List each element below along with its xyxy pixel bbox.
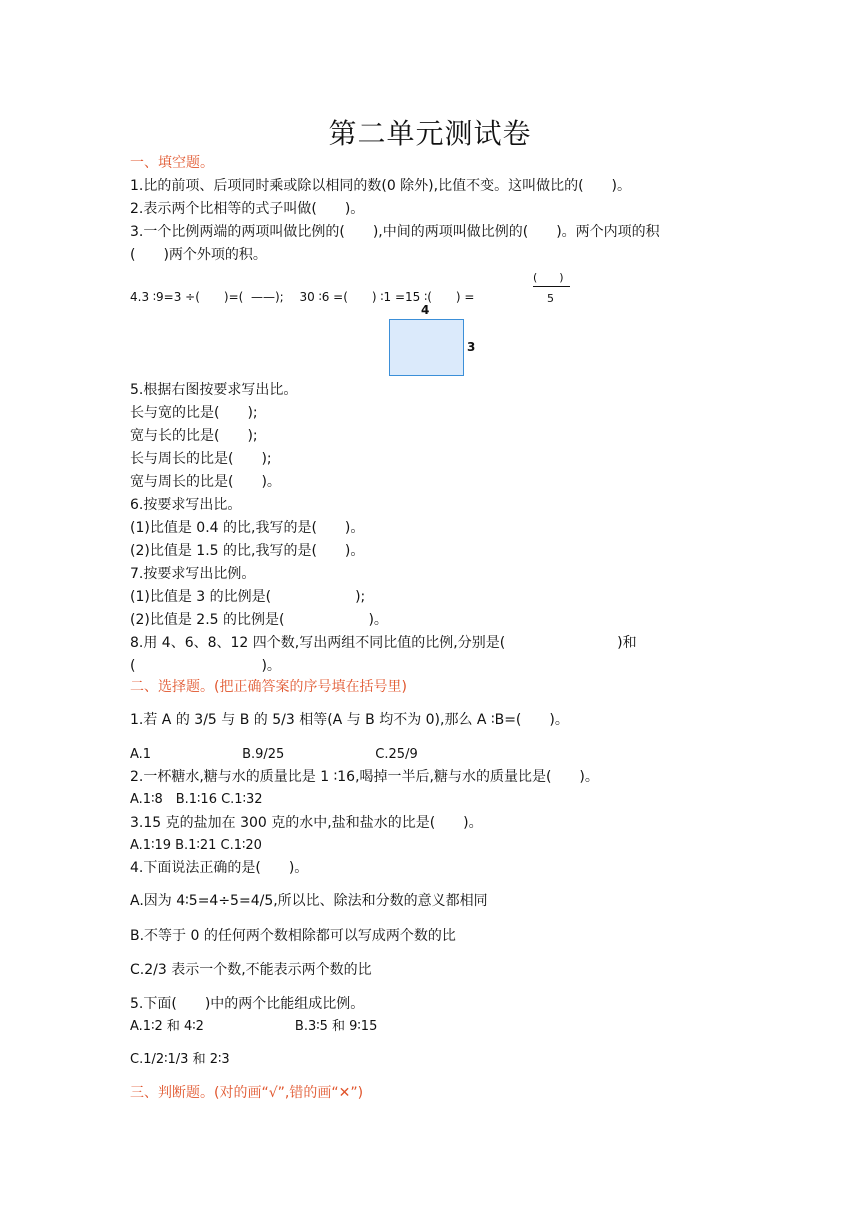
question-1-3-line2: ( )两个外项的积。	[130, 247, 267, 263]
q4-fraction-numerator: ( )	[533, 271, 564, 284]
question-1-5-2: 宽与长的比是( );	[130, 428, 258, 444]
question-1-5-1: 长与宽的比是( );	[130, 405, 258, 421]
q4-fraction-bar	[533, 286, 570, 287]
question-2-1: 1.若 A 的 3/5 与 B 的 5/3 相等(A 与 B 均不为 0),那么 A ∶B=( )。	[130, 712, 569, 728]
question-1-3-line1: 3.一个比例两端的两项叫做比例的( ),中间的两项叫做比例的( )。两个内项的积	[130, 224, 660, 240]
question-1-6: 6.按要求写出比。	[130, 497, 242, 513]
question-2-5: 5.下面( )中的两个比能组成比例。	[130, 996, 365, 1012]
section-heading-judge: 三、判断题。(对的画“√”,错的画“✕”)	[130, 1085, 364, 1101]
question-2-4-option-b: B.不等于 0 的任何两个数相除都可以写成两个数的比	[130, 928, 456, 944]
question-2-3-options: A.1∶19 B.1∶21 C.1∶20	[130, 838, 262, 853]
figure-length-label: 4	[421, 303, 430, 317]
question-1-7-2: (2)比值是 2.5 的比例是( )。	[130, 612, 388, 628]
question-2-5-options-ab: A.1∶2 和 4∶2 B.3∶5 和 9∶15	[130, 1019, 378, 1034]
section-heading-choice: 二、选择题。(把正确答案的序号填在括号里)	[130, 679, 407, 695]
question-2-4-option-a: A.因为 4∶5=4÷5=4/5,所以比、除法和分数的意义都相同	[130, 893, 488, 909]
q4-fraction-denominator: 5	[547, 292, 554, 305]
question-1-7: 7.按要求写出比例。	[130, 566, 256, 582]
question-2-4: 4.下面说法正确的是( )。	[130, 860, 309, 876]
question-1-5-4: 宽与周长的比是( )。	[130, 474, 281, 490]
question-1-1: 1.比的前项、后项同时乘或除以相同的数(0 除外),比值不变。这叫做比的( )。	[130, 178, 632, 194]
question-1-5-3: 长与周长的比是( );	[130, 451, 272, 467]
question-1-6-1: (1)比值是 0.4 的比,我写的是( )。	[130, 520, 365, 536]
question-2-3: 3.15 克的盐加在 300 克的水中,盐和盐水的比是( )。	[130, 815, 483, 831]
figure-width-label: 3	[467, 340, 476, 354]
question-1-8-line1: 8.用 4、6、8、12 四个数,写出两组不同比值的比例,分别是( )和	[130, 635, 637, 651]
question-1-5: 5.根据右图按要求写出比。	[130, 382, 298, 398]
question-2-2: 2.一杯糖水,糖与水的质量比是 1 ∶16,喝掉一半后,糖与水的质量比是( )。	[130, 769, 599, 785]
question-1-7-1: (1)比值是 3 的比例是( );	[130, 589, 366, 605]
question-2-5-option-c: C.1/2∶1/3 和 2∶3	[130, 1052, 230, 1067]
page-title: 第二单元测试卷	[328, 117, 532, 150]
question-1-2: 2.表示两个比相等的式子叫做( )。	[130, 201, 365, 217]
question-2-2-options: A.1∶8 B.1∶16 C.1∶32	[130, 792, 263, 807]
question-1-6-2: (2)比值是 1.5 的比,我写的是( )。	[130, 543, 365, 559]
question-1-8-line2: ( )。	[130, 658, 281, 674]
section-heading-fill-blank: 一、填空题。	[130, 155, 214, 171]
question-2-4-option-c: C.2/3 表示一个数,不能表示两个数的比	[130, 962, 372, 978]
question-1-4: 4.3 ∶9=3 ÷( )=( ——); 30 ∶6 =( ) ∶1 =15 ∶( ) =	[130, 290, 475, 304]
question-2-1-options: A.1 B.9/25 C.25/9	[130, 747, 418, 762]
rectangle-figure	[389, 319, 464, 376]
